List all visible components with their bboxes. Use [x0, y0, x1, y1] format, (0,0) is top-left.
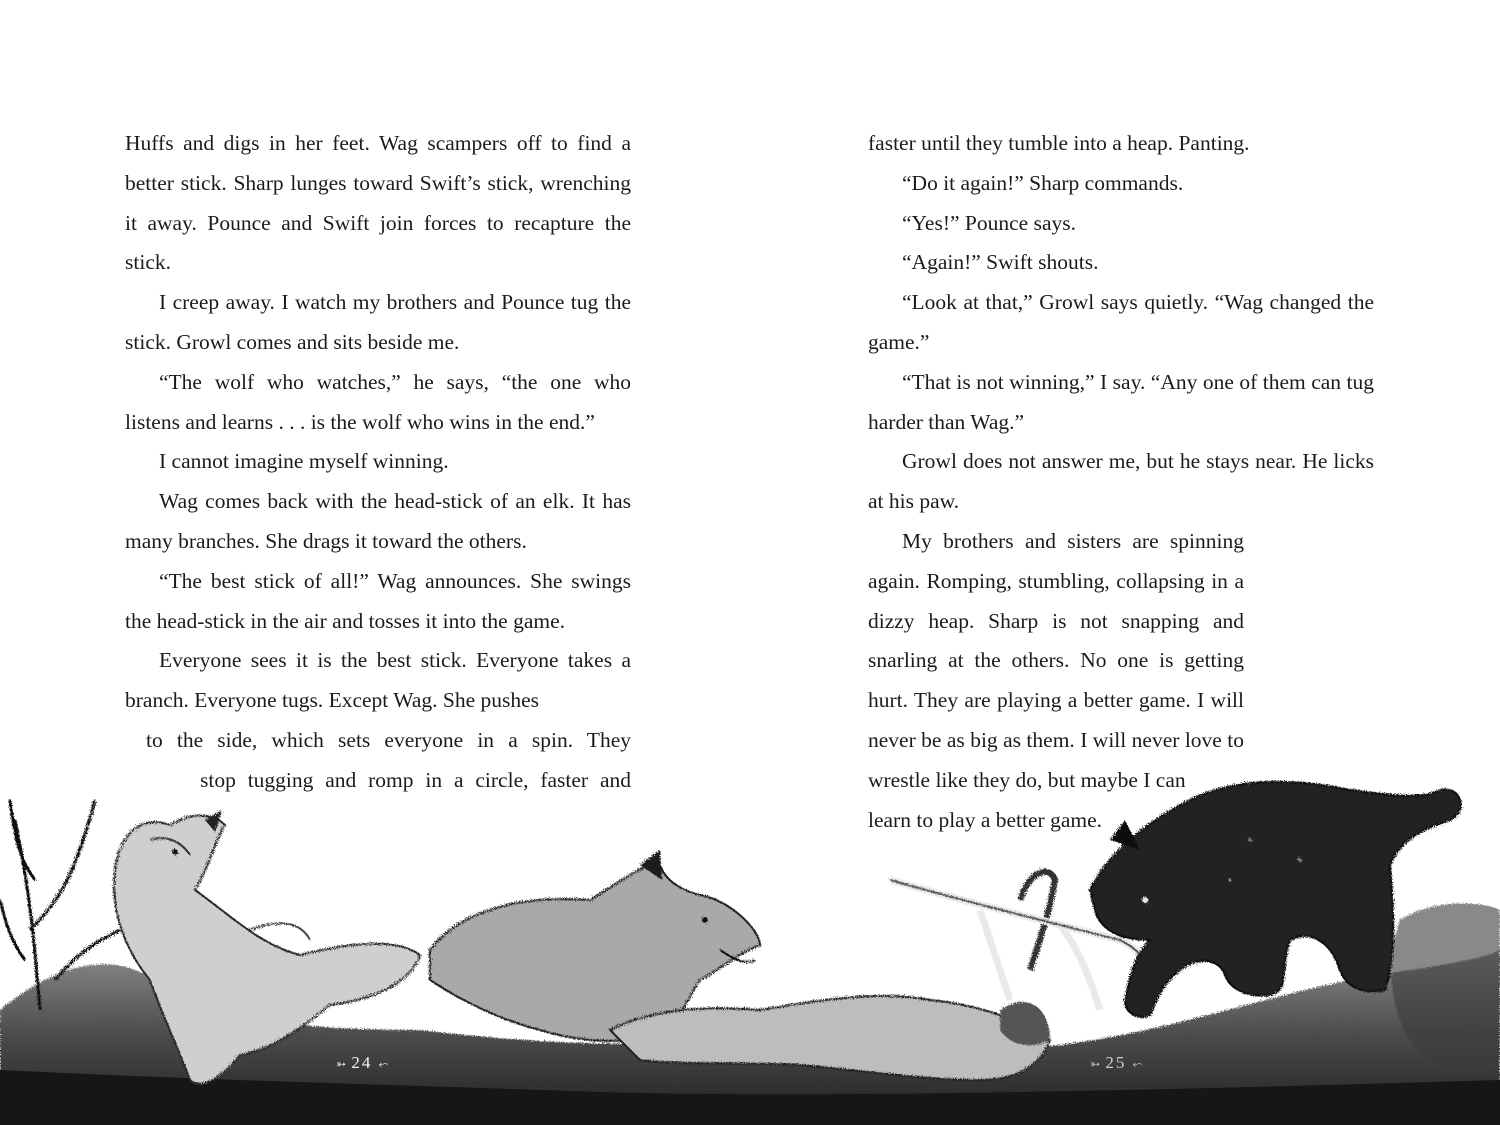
paragraph: Wag comes back with the head-stick of an elk. It has many branches. She drags it toward the others.: [125, 489, 631, 553]
paragraph: My brothers and sisters are spinning again. Romping, stumbling, collapsing in a dizzy heap. Sharp is not snapping and snarling at the others. No one is getting hurt. They are playing a better game. I will never be as big as them. I will never love to wrestle like they do, but maybe I can: [868, 528, 1244, 792]
ornament-icon: ⬿: [378, 1057, 388, 1071]
ornament-icon: ⬿: [1132, 1057, 1142, 1071]
shaped-line: stop tugging and romp in a circle, faster and: [200, 767, 631, 792]
page-number: 25: [1105, 1053, 1127, 1072]
paragraph: Huffs and digs in her feet. Wag scampers off to find a better stick. Sharp lunges toward Swift’s stick, wrenching it away. Pounce and Swift join forces to recapture the stick.: [125, 131, 631, 275]
right-page-text: [868, 124, 1374, 840]
left-page-text: [125, 124, 631, 801]
paragraph: “Look at that,” Growl says quietly. “Wag changed the game.”: [868, 290, 1374, 354]
wolf-pups-illustration: [0, 780, 1500, 1125]
paragraph: I creep away. I watch my brothers and Pounce tug the stick. Growl comes and sits beside me.: [125, 290, 631, 354]
page-number-left: [336, 1053, 387, 1073]
paragraph: I cannot imagine myself winning.: [159, 449, 449, 474]
paragraph: “Yes!” Pounce says.: [902, 210, 1076, 235]
page-number: 24: [351, 1053, 373, 1072]
paragraph-last-line: learn to play a better game.: [868, 807, 1103, 832]
paragraph: “Do it again!” Sharp commands.: [902, 170, 1184, 195]
ornament-icon: ➳: [336, 1057, 346, 1071]
paragraph: Everyone sees it is the best stick. Everyone takes a branch. Everyone tugs. Except Wag. She pushes: [125, 648, 631, 713]
paragraph: faster until they tumble into a heap. Panting.: [868, 131, 1250, 155]
paragraph: Growl does not answer me, but he stays near. He licks at his paw.: [868, 449, 1374, 514]
page-number-right: [1090, 1053, 1141, 1073]
ornament-icon: ➳: [1090, 1057, 1100, 1071]
paragraph: “The best stick of all!” Wag announces. She swings the head-stick in the air and tosses it into the game.: [125, 568, 631, 633]
paragraph: “The wolf who watches,” he says, “the one who listens and learns . . . is the wolf who wins in the end.”: [125, 369, 631, 434]
paragraph: “That is not winning,” I say. “Any one of them can tug harder than Wag.”: [868, 369, 1374, 434]
shaped-line: to the side, which sets everyone in a spin. They: [146, 727, 631, 752]
paragraph: “Again!” Swift shouts.: [902, 250, 1099, 275]
